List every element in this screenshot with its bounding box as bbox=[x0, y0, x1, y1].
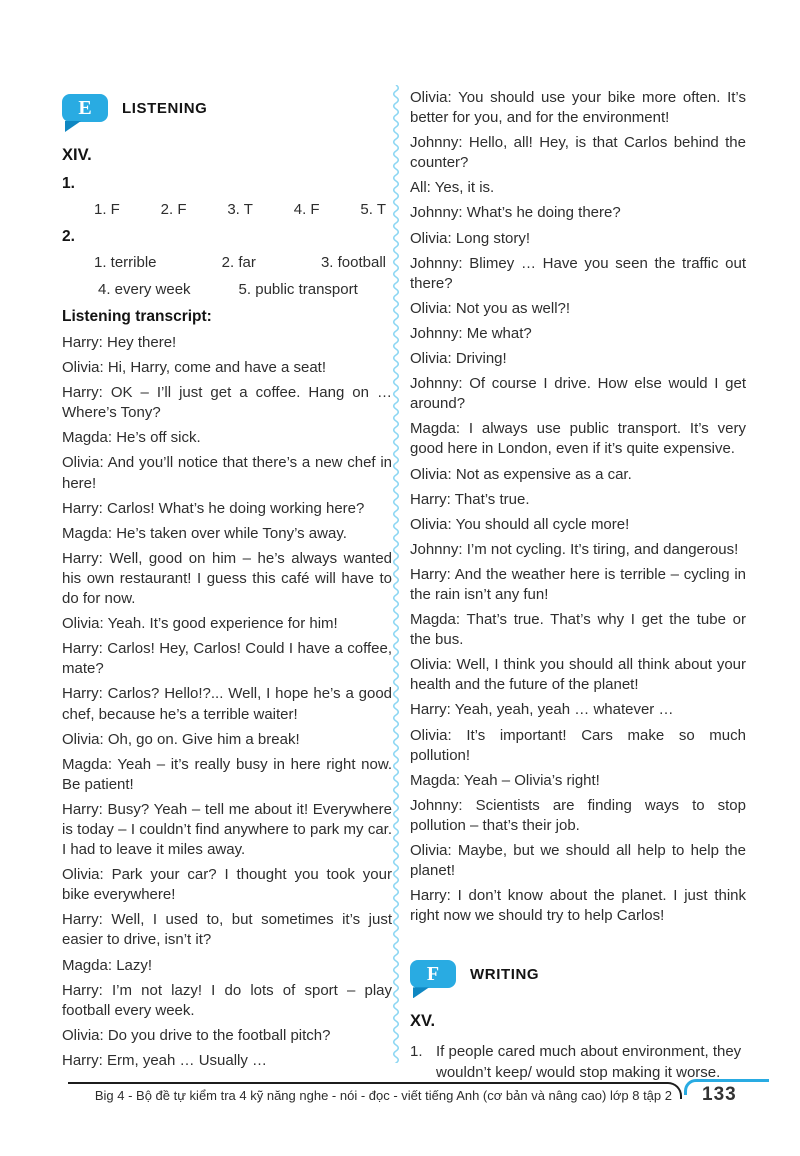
footer-book-title: Big 4 - Bộ đề tự kiểm tra 4 kỹ năng nghe - nói - đọc - viết tiếng Anh (cơ bản và nâng cao) lớp 8 tập 2 bbox=[94, 1088, 672, 1103]
task2-answers-row2 bbox=[62, 281, 392, 298]
answer-item: 3. football bbox=[320, 254, 386, 271]
transcript-line: Harry: Erm, yeah … Usually … bbox=[62, 1051, 268, 1069]
answer-item: 2. F bbox=[160, 201, 187, 218]
transcript-line: Olivia: It’s important! Cars make so much pollution! bbox=[410, 726, 746, 764]
section-title: LISTENING bbox=[122, 99, 208, 117]
transcript-line: Magda: He’s off sick. bbox=[62, 429, 201, 447]
transcript-line: Magda: He’s taken over while Tony’s away. bbox=[62, 524, 347, 542]
transcript-line: Harry: That’s true. bbox=[410, 490, 530, 508]
transcript-line: Olivia: And you’ll notice that there’s a new chef in here! bbox=[62, 454, 392, 492]
transcript-left bbox=[62, 333, 392, 1071]
speech-bubble-tail-icon bbox=[413, 987, 429, 998]
transcript-line: Johnny: What’s he doing there? bbox=[410, 204, 621, 222]
section-letter: E bbox=[78, 97, 92, 119]
transcript-line: Harry: Busy? Yeah – tell me about it! Everywhere is today – I couldn’t find anywhere to park my car. I had to leave it miles away. bbox=[62, 800, 392, 859]
section-title: WRITING bbox=[470, 965, 540, 983]
transcript-line: Magda: Lazy! bbox=[62, 956, 153, 974]
task2-answers-row1 bbox=[62, 254, 392, 271]
transcript-line: Olivia: Long story! bbox=[410, 229, 531, 247]
transcript-line: Johnny: Me what? bbox=[410, 324, 532, 342]
transcript-line: Harry: I’m not lazy! I do lots of sport – play football every week. bbox=[62, 981, 392, 1019]
task1-answers bbox=[62, 201, 392, 218]
transcript-line: Harry: OK – I’ll just get a coffee. Hang on … Where’s Tony? bbox=[62, 384, 392, 422]
right-column bbox=[410, 88, 746, 1083]
answer-item: 1. terrible bbox=[94, 254, 157, 271]
transcript-line: Harry: Well, I used to, but sometimes it’s just easier to drive, isn’t it? bbox=[62, 911, 392, 949]
transcript-line: Olivia: Well, I think you should all think about your health and the future of the planet! bbox=[410, 656, 746, 694]
transcript-line: Olivia: You should all cycle more! bbox=[410, 515, 630, 533]
speech-bubble-tail-icon bbox=[65, 121, 81, 132]
transcript-line: Olivia: Park your car? I thought you took your bike everywhere! bbox=[62, 866, 392, 904]
transcript-line: Johnny: Hello, all! Hey, is that Carlos behind the counter? bbox=[410, 134, 746, 172]
transcript-line: Olivia: Driving! bbox=[410, 350, 507, 368]
transcript-line: Harry: Carlos? Hello!?... Well, I hope he’s a good chef, because he’s a terrible waiter! bbox=[62, 685, 392, 723]
transcript-line: Olivia: Not you as well?! bbox=[410, 299, 571, 317]
writing-section-header bbox=[410, 954, 746, 994]
transcript-line: Johnny: Of course I drive. How else would I get around? bbox=[410, 375, 746, 413]
answer-item: 5. T bbox=[360, 201, 386, 218]
answer-item: 3. T bbox=[227, 201, 253, 218]
section-letter: F bbox=[426, 963, 440, 986]
writing-answer-item bbox=[410, 1041, 746, 1083]
transcript-line: Magda: I always use public transport. It’s very good here in London, even if it’s quite expensive. bbox=[410, 420, 746, 458]
answer-item: 1. F bbox=[94, 201, 120, 218]
answer-item: 2. far bbox=[221, 254, 256, 271]
transcript-line: Magda: Yeah – it’s really busy in here right now. Be patient! bbox=[62, 755, 392, 793]
left-column bbox=[62, 88, 392, 1076]
item-text: If people cared much about environment, they wouldn’t keep/ would stop making it worse. bbox=[436, 1043, 742, 1082]
transcript-line: Olivia: Yeah. It’s good experience for him! bbox=[62, 615, 338, 633]
task1-label: 1. bbox=[62, 175, 75, 192]
transcript-line: Harry: I don’t know about the planet. I just think right now we should try to help Carlos! bbox=[410, 887, 746, 925]
transcript-line: Magda: That’s true. That’s why I get the tube or the bus. bbox=[410, 611, 746, 649]
transcript-line: Harry: Hey there! bbox=[62, 334, 177, 351]
transcript-line: Olivia: Hi, Harry, come and have a seat! bbox=[62, 359, 326, 377]
answer-item: 4. F bbox=[293, 201, 320, 218]
transcript-line: Harry: Well, good on him – he’s always wanted his own restaurant! I guess this café will have to do for now. bbox=[62, 549, 392, 608]
transcript-line: Olivia: You should use your bike more often. It’s better for you, and for the environment! bbox=[410, 89, 746, 127]
transcript-line: Magda: Yeah – Olivia’s right! bbox=[410, 771, 600, 789]
column-divider bbox=[390, 85, 402, 1063]
page-number: 133 bbox=[702, 1084, 737, 1105]
exercise-number: XV. bbox=[410, 1012, 436, 1031]
transcript-line: Olivia: Do you drive to the football pitch? bbox=[62, 1026, 331, 1044]
transcript-line: Harry: And the weather here is terrible – cycling in the rain isn’t any fun! bbox=[410, 565, 746, 603]
transcript-heading: Listening transcript: bbox=[62, 308, 212, 325]
exercise-number: XIV. bbox=[62, 146, 92, 164]
transcript-line: Harry: Yeah, yeah, yeah … whatever … bbox=[410, 701, 674, 719]
transcript-line: Olivia: Maybe, but we should all help to help the planet! bbox=[410, 842, 746, 880]
transcript-line: Harry: Carlos! What’s he doing working here? bbox=[62, 499, 365, 517]
column-divider-wave bbox=[394, 85, 399, 1063]
answer-item: 4. every week bbox=[98, 281, 191, 298]
item-number: 1. bbox=[410, 1043, 423, 1061]
transcript-line: Olivia: Not as expensive as a car. bbox=[410, 465, 632, 483]
transcript-right bbox=[410, 88, 746, 926]
listening-section-header bbox=[62, 88, 392, 128]
task2-label: 2. bbox=[62, 228, 75, 245]
speech-bubble-icon bbox=[410, 960, 456, 988]
transcript-line: Johnny: Scientists are finding ways to stop pollution – that’s their job. bbox=[410, 796, 746, 834]
transcript-line: Harry: Carlos! Hey, Carlos! Could I have a coffee, mate? bbox=[62, 640, 392, 678]
answer-item: 5. public transport bbox=[238, 281, 358, 298]
transcript-line: Olivia: Oh, go on. Give him a break! bbox=[62, 730, 300, 748]
transcript-line: All: Yes, it is. bbox=[410, 179, 495, 197]
transcript-line: Johnny: Blimey … Have you seen the traffic out there? bbox=[410, 254, 746, 292]
speech-bubble-icon bbox=[62, 94, 108, 122]
transcript-line: Johnny: I’m not cycling. It’s tiring, and dangerous! bbox=[410, 540, 739, 558]
